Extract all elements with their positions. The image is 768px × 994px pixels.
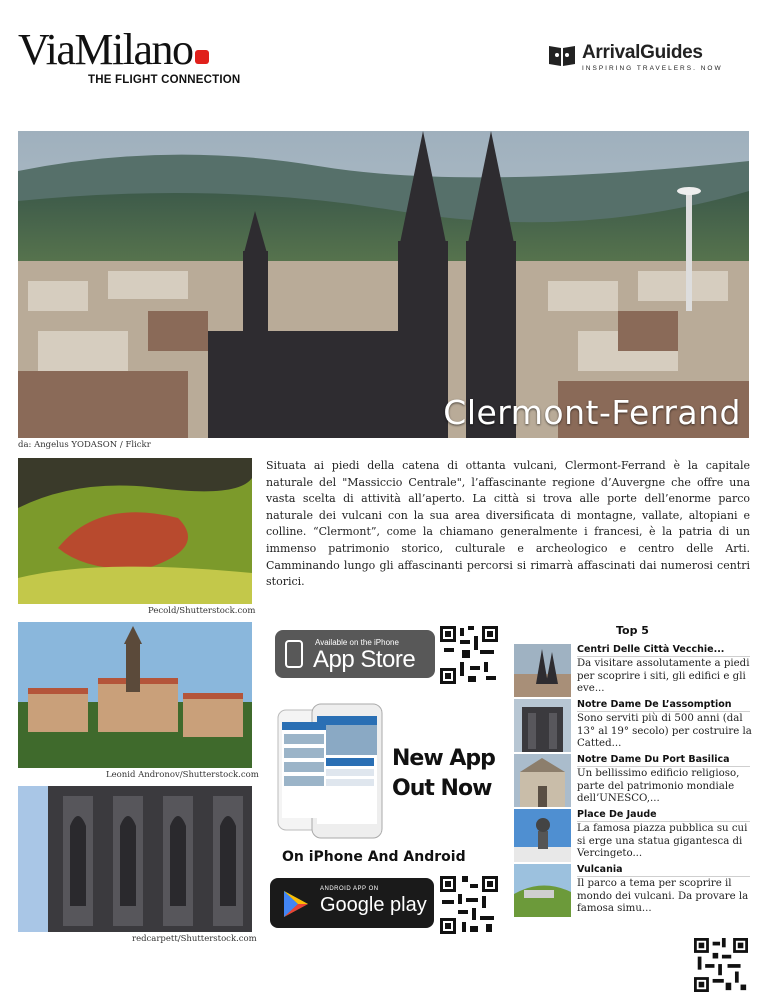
partner-name: ArrivalGuides xyxy=(582,42,703,63)
volcano-photo xyxy=(18,458,252,604)
google-play-small-label: ANDROID APP ON xyxy=(320,886,379,892)
top5-desc: Sono serviti più di 500 anni (dal 13° al 19° secolo) per costruire la Catted... xyxy=(577,713,752,749)
hero-credit: da: Angelus YODASON / Flickr xyxy=(18,440,151,450)
photo-credit-1: Pecold/Shutterstock.com xyxy=(148,606,256,616)
top5-item[interactable] xyxy=(514,699,750,755)
app-store-small-label: Available on the iPhone xyxy=(315,638,399,647)
logo-red-square xyxy=(195,50,209,64)
partner-tagline: INSPIRING TRAVELERS. NOW xyxy=(582,65,723,72)
arrivalguides-logo xyxy=(548,42,723,78)
book-icon xyxy=(548,44,576,68)
viamilano-logo xyxy=(18,25,209,74)
top5-desc: Il parco a tema per scoprire il mondo dei vulcani. Da provare la famosa simu... xyxy=(577,878,749,914)
top5-thumb-basilica xyxy=(514,754,571,807)
google-play-label: Google play xyxy=(320,894,427,916)
android-qr-code[interactable] xyxy=(440,876,498,934)
page-title: Clermont-Ferrand xyxy=(443,393,741,432)
ios-qr-code[interactable] xyxy=(440,626,498,684)
new-app-line-1: New App xyxy=(392,746,495,771)
hero-image xyxy=(18,131,749,438)
top5-name: Notre Dame Du Port Basilica xyxy=(577,754,750,767)
brand-name: ViaMilano xyxy=(18,25,193,74)
app-phone-mockup xyxy=(276,702,386,840)
new-app-headline xyxy=(392,744,495,804)
top5-item[interactable] xyxy=(514,754,750,810)
top5-name: Centri Delle Città Vecchie... xyxy=(577,644,750,657)
platforms-label: On iPhone And Android xyxy=(282,849,466,865)
top5-heading: Top 5 xyxy=(616,624,649,637)
top5-desc: Un bellissimo edificio religioso, parte del patrimonio mondiale dell’UNESCO,... xyxy=(577,768,740,804)
top5-item[interactable] xyxy=(514,864,750,920)
top5-name: Vulcania xyxy=(577,864,750,877)
top5-desc: Da visitare assolutamente a piedi per scoprire i siti, gli edifici e gli eve... xyxy=(577,658,750,694)
brand-tagline: THE FLIGHT CONNECTION xyxy=(88,74,241,86)
hilltown-photo xyxy=(18,622,252,768)
intro-paragraph: Situata ai piedi della catena di ottanta vulcani, Clermont-Ferrand è la capitale naturale del "Massiccio Centrale", l’affascinante regione d’Auvergne che offre una vasta scelta di attività all’aperto. La città si trova alle porte dell’enorme parco naturale dei vulcani con la sua area diversificata di montagne, vallate, altopiani e colline. “Clermont”, come la chiamano generalmente i francesi, è la patria di un immenso patrimonio storico, culturale e archeologico e centro delle Arti. Camminando lungo gli affascinanti percorsi si rimarrà affascinati dai numerosi centri storici. xyxy=(266,459,750,589)
page-qr-code[interactable] xyxy=(694,938,748,992)
gothic-facade-photo xyxy=(18,786,252,932)
top5-item[interactable] xyxy=(514,809,750,865)
app-store-button[interactable] xyxy=(275,630,435,678)
new-app-line-2: Out Now xyxy=(392,776,492,801)
google-play-button[interactable] xyxy=(270,878,434,928)
top5-thumb-old-town xyxy=(514,644,571,697)
app-store-label: App Store xyxy=(313,646,416,673)
top5-thumb-place-de-jaude xyxy=(514,809,571,862)
top5-desc: La famosa piazza pubblica su cui si erge una statua gigantesca di Vercingeto... xyxy=(577,823,748,859)
photo-credit-2: Leonid Andronov/Shutterstock.com xyxy=(106,770,259,780)
photo-credit-3: redcarpett/Shutterstock.com xyxy=(132,934,257,944)
top5-item[interactable] xyxy=(514,644,750,700)
top5-name: Notre Dame De L’assomption xyxy=(577,699,750,712)
play-triangle-icon xyxy=(282,890,310,918)
cathedral-cityscape-photo xyxy=(18,131,749,438)
top5-name: Place De Jaude xyxy=(577,809,750,822)
iphone-icon xyxy=(285,640,303,668)
top5-thumb-vulcania xyxy=(514,864,571,917)
top5-thumb-cathedral xyxy=(514,699,571,752)
